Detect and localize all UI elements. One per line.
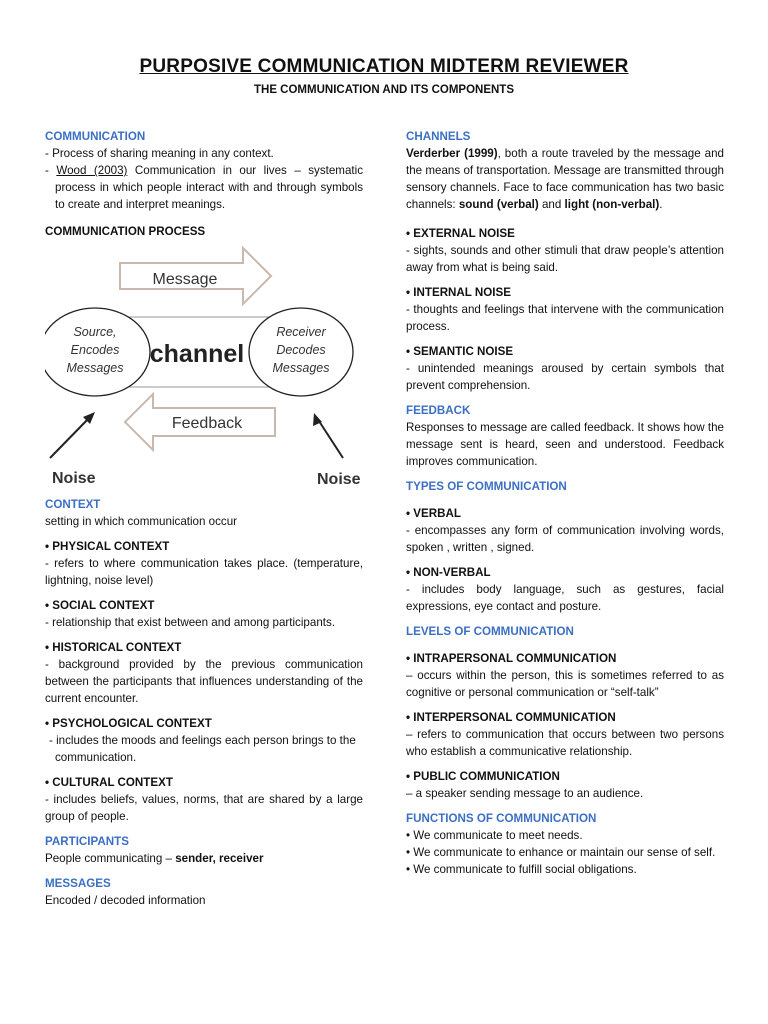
feedback-label: Feedback [171, 415, 243, 432]
left-column [45, 128, 363, 917]
channels-text-1: , both a route traveled by the message and the means of transportation. Message are transmitted through sensory channels. Face to face communication has two basic channels: [406, 147, 724, 211]
internal-noise-text: - thoughts and feelings that intervene with the communication process. [406, 303, 724, 333]
semantic-noise-section [406, 343, 724, 394]
cultural-context-heading: • CULTURAL CONTEXT [45, 776, 173, 789]
source-line-2: Encodes [70, 343, 120, 357]
source-line-3: Messages [66, 361, 124, 375]
nonverbal-heading: • NON-VERBAL [406, 566, 491, 579]
channel-label: channel [149, 340, 245, 368]
function-item-1: • We communicate to meet needs. [406, 829, 583, 842]
interpersonal-heading: • INTERPERSONAL COMMUNICATION [406, 711, 616, 724]
feedback-text: Responses to message are called feedback. It shows how the message sent is heard, seen and understood. Feedback improves communication. [406, 421, 724, 468]
noise-right-arrow-line [317, 418, 343, 458]
channels-text-2: and [538, 198, 565, 211]
verbal-text: - encompasses any form of communication involving words, spoken , written , signed. [406, 524, 724, 554]
channels-bold-1: sound (verbal) [458, 198, 539, 211]
channels-section [406, 128, 724, 213]
function-item-3: • We communicate to fulfill social obligations. [406, 863, 637, 876]
noise-right-label: Noise [317, 471, 361, 486]
feedback-heading: FEEDBACK [406, 404, 471, 417]
psychological-context-text: - includes the moods and feelings each person brings to the communication. [49, 734, 356, 764]
communication-process-diagram [45, 246, 363, 486]
physical-context-heading: • PHYSICAL CONTEXT [45, 540, 170, 553]
internal-noise-section [406, 284, 724, 335]
right-column [406, 128, 724, 886]
participants-section [45, 833, 363, 867]
cultural-context-text: - includes beliefs, values, norms, that are shared by a large group of people. [45, 793, 363, 823]
document-subtitle: THE COMMUNICATION AND ITS COMPONENTS [253, 84, 515, 96]
social-context-section [45, 597, 363, 631]
receiver-line-3: Messages [272, 361, 330, 375]
types-section [406, 478, 724, 615]
messages-section [45, 875, 363, 909]
semantic-noise-heading: • SEMANTIC NOISE [406, 345, 514, 358]
context-text: setting in which communication occur [45, 515, 238, 528]
noise-left-arrow-line [50, 416, 91, 458]
physical-context-section [45, 538, 363, 589]
semantic-noise-text: - unintended meanings aroused by certain symbols that prevent comprehension. [406, 362, 724, 392]
physical-context-text: - refers to where communication takes place. (temperature, lightning, noise level) [45, 557, 363, 587]
communication-section [45, 128, 363, 213]
social-context-text: - relationship that exist between and among participants. [45, 616, 336, 629]
levels-heading: LEVELS OF COMMUNICATION [406, 625, 574, 638]
receiver-line-2: Decodes [276, 343, 326, 357]
historical-context-text: - background provided by the previous communication between the participants that influences understanding of the current encounter. [45, 658, 363, 705]
public-text: – a speaker sending message to an audience. [406, 787, 644, 800]
external-noise-section [406, 225, 724, 276]
participants-heading: PARTICIPANTS [45, 835, 129, 848]
context-heading: CONTEXT [45, 498, 101, 511]
functions-heading: FUNCTIONS OF COMMUNICATION [406, 812, 597, 825]
external-noise-heading: • EXTERNAL NOISE [406, 227, 515, 240]
participants-text [45, 850, 363, 867]
psychological-context-section [45, 715, 363, 766]
feedback-section [406, 402, 724, 470]
channels-text-3: . [659, 198, 663, 211]
item2-rest: Communication in our lives – systematic process in which people interact with and through symbols to create and interpret meanings. [55, 164, 363, 211]
source-line-1: Source, [73, 325, 117, 339]
messages-text: Encoded / decoded information [45, 894, 206, 907]
messages-heading: MESSAGES [45, 877, 111, 890]
communication-item-2 [45, 162, 363, 213]
social-context-heading: • SOCIAL CONTEXT [45, 599, 155, 612]
nonverbal-text: - includes body language, such as gestures, facial expressions, eye contact and posture. [406, 583, 724, 613]
participants-prefix: People communicating – [45, 852, 176, 865]
channels-text [406, 145, 724, 213]
psychological-context-heading: • PSYCHOLOGICAL CONTEXT [45, 717, 212, 730]
process-heading: COMMUNICATION PROCESS [45, 225, 206, 238]
intrapersonal-heading: • INTRAPERSONAL COMMUNICATION [406, 652, 617, 665]
message-label: Message [152, 271, 218, 288]
wood-reference: Wood (2003) [56, 164, 128, 177]
process-diagram-svg [45, 246, 363, 486]
communication-item-1: - Process of sharing meaning in any context. [45, 147, 274, 160]
public-heading: • PUBLIC COMMUNICATION [406, 770, 560, 783]
participants-bold: sender, receiver [175, 852, 264, 865]
verbal-heading: • VERBAL [406, 507, 461, 520]
communication-heading: COMMUNICATION [45, 130, 146, 143]
levels-section [406, 623, 724, 802]
receiver-line-1: Receiver [276, 325, 326, 339]
intrapersonal-text: – occurs within the person, this is sometimes referred to as cognitive or personal communication or “self-talk” [406, 669, 724, 699]
channels-heading: CHANNELS [406, 130, 471, 143]
historical-context-heading: • HISTORICAL CONTEXT [45, 641, 182, 654]
historical-context-section [45, 639, 363, 707]
noise-left-label: Noise [52, 470, 96, 486]
external-noise-text: - sights, sounds and other stimuli that draw people’s attention away from what is being said. [406, 244, 724, 274]
verderber-reference: Verderber (1999) [406, 147, 498, 160]
interpersonal-text: – refers to communication that occurs between two persons who establish a communicative relationship. [406, 728, 724, 758]
cultural-context-section [45, 774, 363, 825]
channels-bold-2: light (non-verbal) [564, 198, 660, 211]
function-item-2: • We communicate to enhance or maintain our sense of self. [406, 846, 716, 859]
item2-prefix: - [45, 164, 57, 177]
internal-noise-heading: • INTERNAL NOISE [406, 286, 511, 299]
document-title: PURPOSIVE COMMUNICATION MIDTERM REVIEWER [139, 56, 629, 77]
types-heading: TYPES OF COMMUNICATION [406, 480, 567, 493]
functions-section [406, 810, 724, 878]
context-section [45, 496, 363, 530]
